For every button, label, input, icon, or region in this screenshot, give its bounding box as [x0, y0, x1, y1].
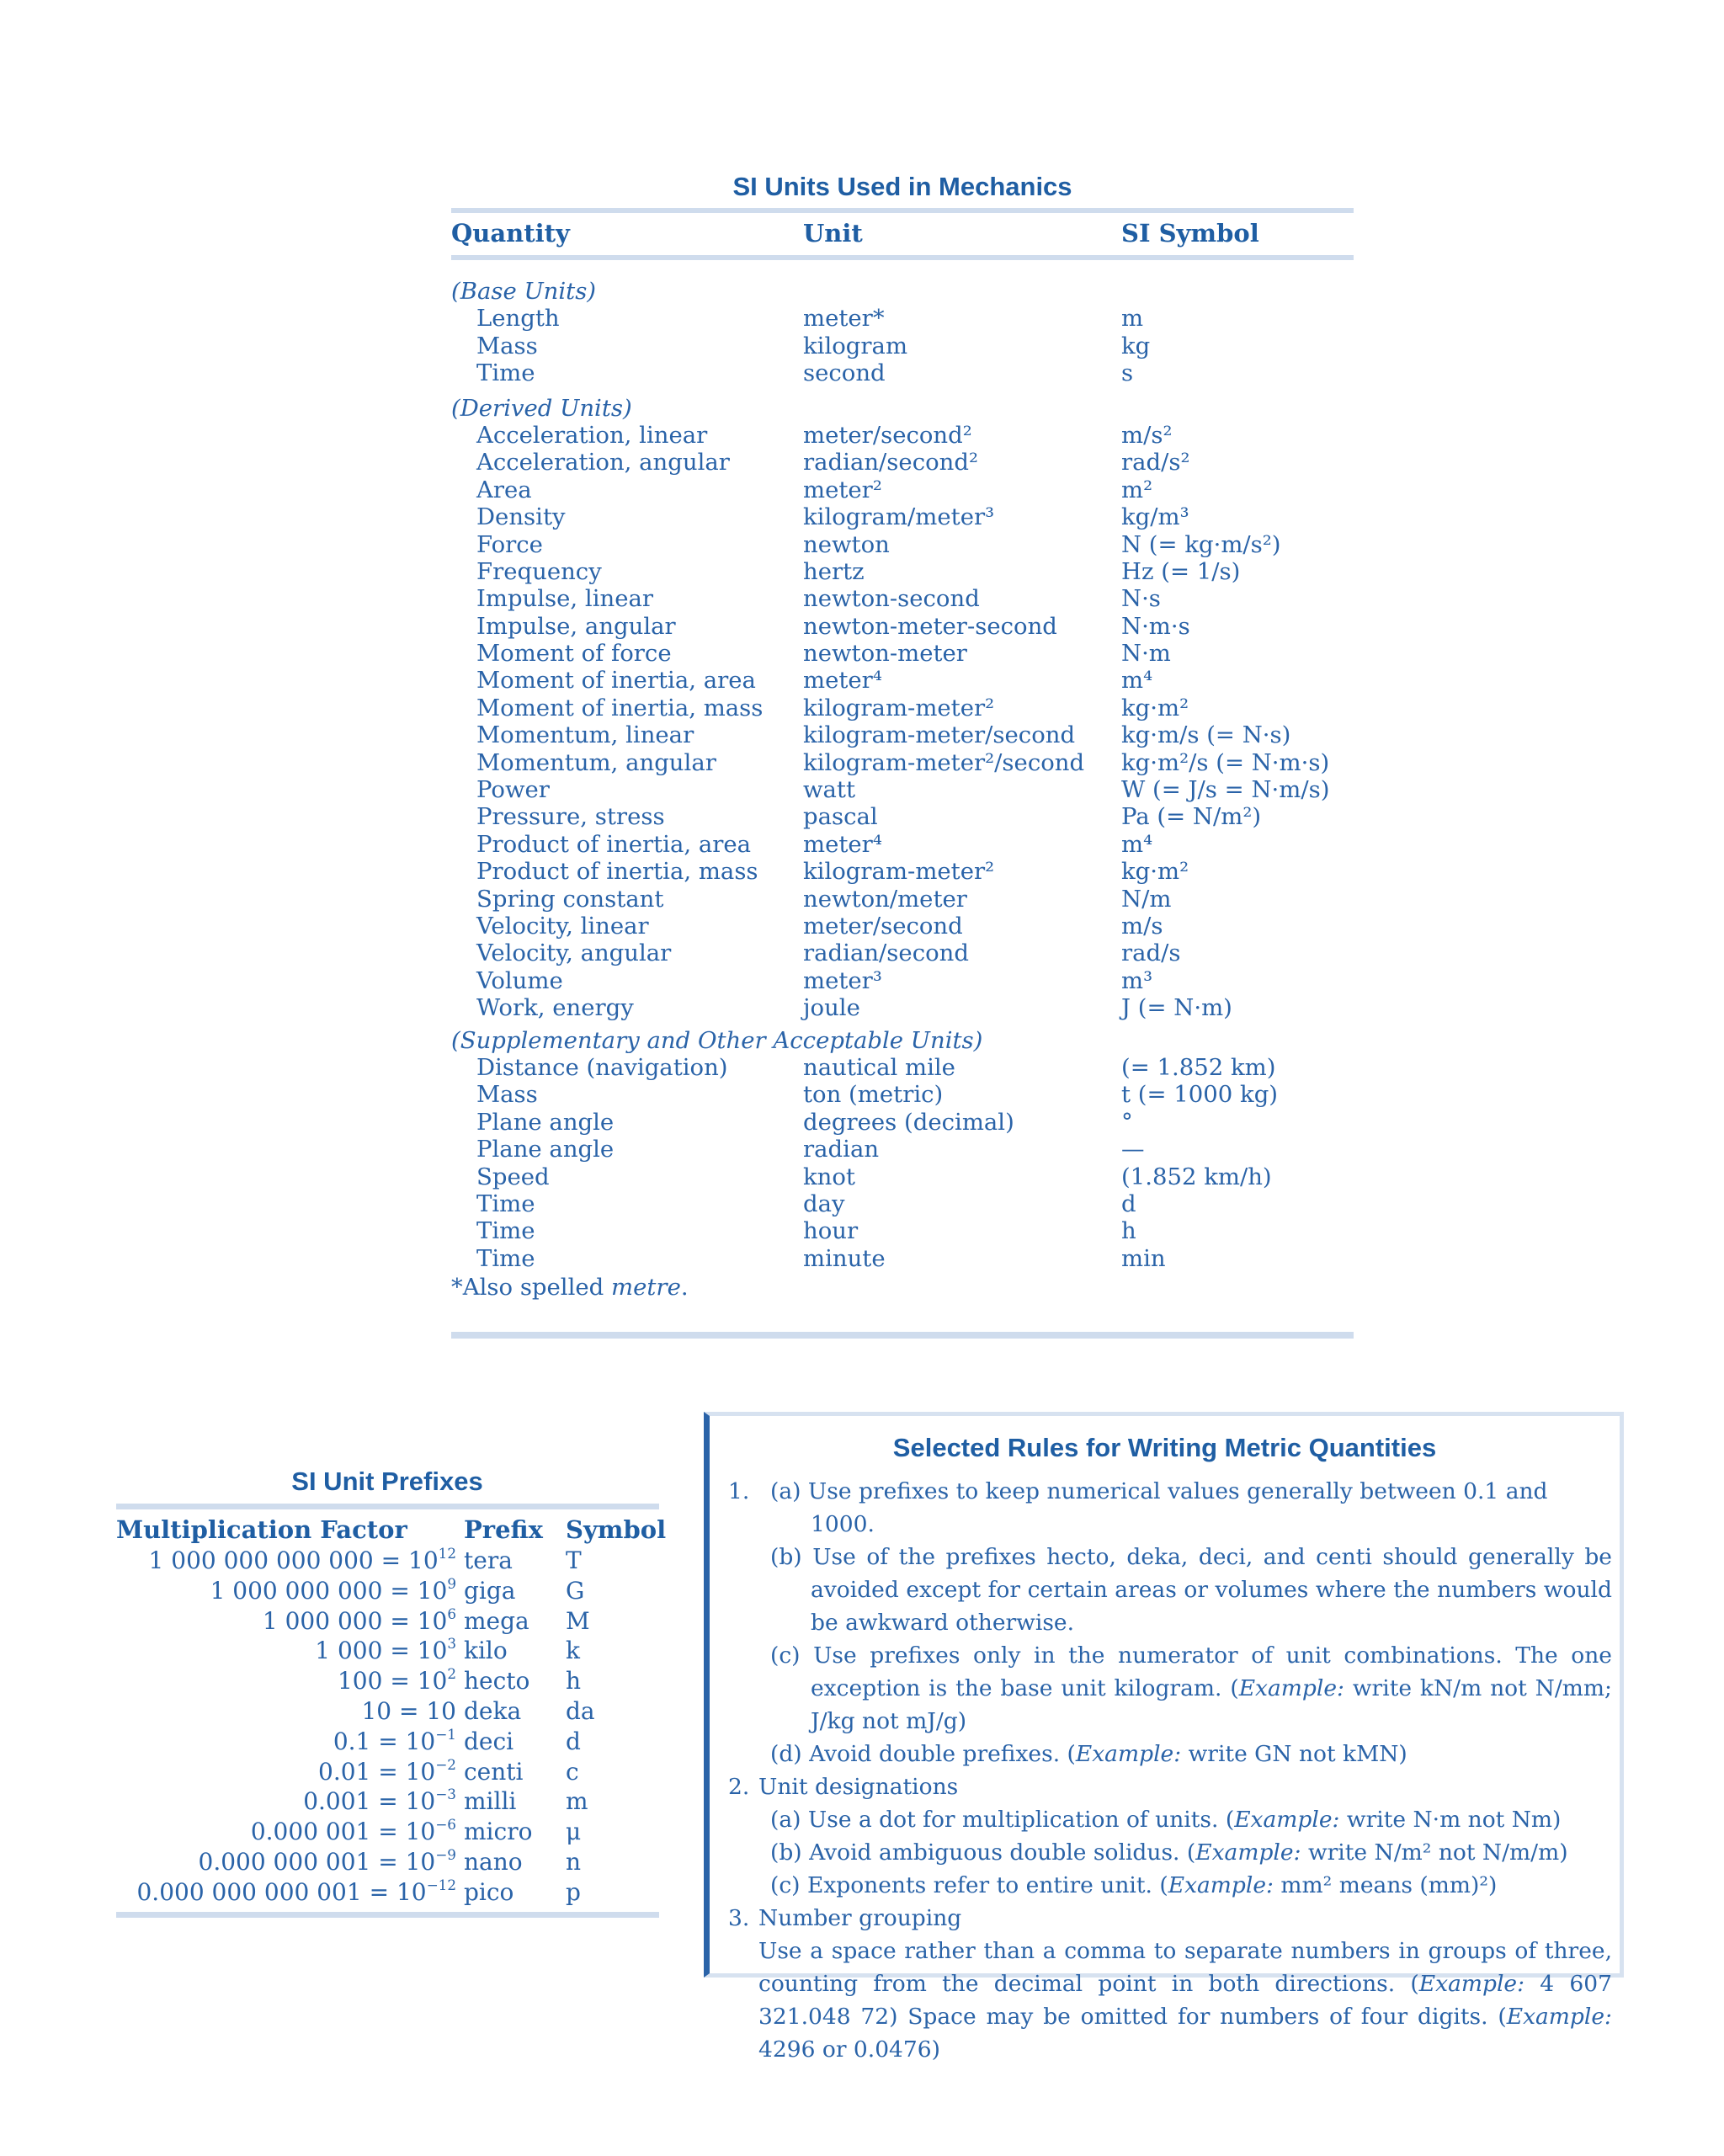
table-row — [116, 1817, 663, 1847]
table-row — [451, 333, 1354, 359]
factor-equals-ten: = 10 — [382, 1637, 448, 1665]
quantity-cell: Power — [476, 776, 550, 804]
factor-cell — [338, 1666, 456, 1696]
unit-cell: meter/second — [803, 912, 963, 940]
header-unit: Unit — [803, 219, 863, 248]
symbol-cell: (1.852 km/h) — [1121, 1163, 1272, 1190]
table-row — [116, 1847, 663, 1877]
factor-exponent: 6 — [447, 1605, 456, 1622]
factor-exponent: 3 — [447, 1635, 456, 1653]
prefix-cell: kilo — [464, 1637, 508, 1665]
prefix-cell: deci — [464, 1727, 514, 1755]
factor-number: 1 000 000 000 000 — [148, 1546, 374, 1574]
factor-cell — [149, 1546, 456, 1576]
table-row — [451, 803, 1354, 830]
symbol-cell: m⁴ — [1121, 667, 1153, 695]
rule-2c-example: Example: — [1168, 1872, 1274, 1898]
factor-equals-ten: = 10 — [370, 1757, 436, 1786]
quantity-cell: Mass — [476, 332, 538, 359]
rule-2b — [728, 1836, 1612, 1869]
symbol-cell: k — [566, 1637, 580, 1665]
symbol-cell: W (= J/s = N·m/s) — [1121, 776, 1330, 804]
prefixes-top-rule — [116, 1504, 659, 1509]
rule-1c — [728, 1639, 1612, 1738]
factor-number: 0.01 — [318, 1757, 371, 1786]
factor-number: 10 — [361, 1696, 392, 1725]
table-row — [451, 640, 1354, 667]
mechanics-bottom-rule — [451, 1332, 1354, 1339]
rules-title: Selected Rules for Writing Metric Quantities — [892, 1433, 1437, 1462]
section-label-supplementary: (Supplementary and Other Acceptable Units) — [451, 1026, 983, 1054]
quantity-cell: Momentum, angular — [476, 748, 716, 776]
prefix-cell: hecto — [464, 1667, 530, 1696]
rule-1c-rest: write kN/m not N/mm; J/kg not mJ/g) — [811, 1675, 1612, 1734]
header-multiplication-factor: Multiplication Factor — [116, 1515, 407, 1544]
footnote-word: metre — [611, 1274, 681, 1301]
symbol-cell: Pa (= N/m²) — [1121, 803, 1262, 831]
table-row — [451, 886, 1354, 913]
supplementary-units-rows — [451, 1054, 1354, 1272]
rule-2b-rest: write N/m² not N/m/m) — [1301, 1839, 1568, 1866]
rule-1d-example: Example: — [1075, 1741, 1182, 1767]
symbol-cell: da — [566, 1696, 595, 1725]
unit-cell: newton/meter — [803, 885, 967, 913]
factor-exponent: 2 — [447, 1665, 456, 1683]
prefix-cell: milli — [464, 1787, 517, 1816]
factor-equals-ten: = 10 — [382, 1667, 448, 1696]
symbol-cell: m² — [1121, 476, 1153, 503]
symbol-cell: kg/m³ — [1121, 503, 1189, 531]
symbol-cell: n — [566, 1847, 582, 1876]
factor-cell — [210, 1576, 456, 1606]
rule-2a-example: Example: — [1234, 1807, 1340, 1833]
table-row — [451, 967, 1354, 994]
factor-cell — [251, 1817, 456, 1847]
factor-exponent: −6 — [435, 1816, 456, 1834]
factor-number: 1 000 000 000 — [210, 1576, 383, 1605]
factor-equals-ten: = 10 — [361, 1877, 427, 1906]
rule-2c-label: (c) — [770, 1872, 801, 1898]
symbol-cell: min — [1121, 1244, 1166, 1272]
table-row — [116, 1636, 663, 1666]
rule-3-text-2: 4 607 321.048 72) Space may be omitted for numbers of four digits. ( — [758, 1971, 1612, 2030]
symbol-cell: m/s — [1121, 912, 1163, 940]
unit-cell: meter* — [803, 305, 885, 333]
factor-exponent: −9 — [435, 1845, 456, 1863]
rule-3-number: 3. — [728, 1905, 750, 1931]
table-row — [451, 305, 1354, 332]
mechanics-table-body — [451, 278, 1354, 1272]
symbol-cell: d — [566, 1727, 581, 1755]
rule-2a-text: Use a dot for multiplication of units. ( — [807, 1807, 1235, 1833]
table-row — [451, 667, 1354, 694]
rule-3-example-1: Example: — [1418, 1971, 1525, 1997]
header-quantity: Quantity — [451, 219, 570, 248]
table-row — [116, 1546, 663, 1576]
table-row — [451, 1163, 1354, 1190]
unit-cell: kilogram-meter² — [803, 694, 995, 721]
rule-2a — [728, 1803, 1612, 1836]
unit-cell: hertz — [803, 557, 865, 585]
factor-exponent: −3 — [435, 1786, 456, 1803]
factor-number: 0.000 000 001 — [198, 1847, 371, 1876]
unit-cell: radian — [803, 1136, 880, 1163]
table-row — [451, 776, 1354, 803]
unit-cell: watt — [803, 776, 856, 804]
quantity-cell: Spring constant — [476, 885, 664, 913]
footnote-period: . — [680, 1274, 689, 1301]
mechanics-footnote — [451, 1274, 689, 1301]
rule-1b — [728, 1541, 1612, 1639]
quantity-cell: Time — [476, 1244, 535, 1272]
rule-1 — [728, 1475, 1612, 1541]
quantity-cell: Acceleration, linear — [476, 421, 708, 449]
symbol-cell: m³ — [1121, 966, 1153, 994]
quantity-cell: Mass — [476, 1081, 538, 1109]
rule-3-text-1: Use a space rather than a comma to separate numbers in groups of three, counting from the decimal point in both directions. ( — [758, 1938, 1612, 1997]
table-row — [451, 695, 1354, 721]
unit-cell: kilogram-meter²/second — [803, 748, 1085, 776]
table-row — [451, 1136, 1354, 1163]
rule-3-example-2: Example: — [1506, 2004, 1612, 2030]
quantity-cell: Work, energy — [476, 994, 634, 1022]
symbol-cell: m/s² — [1121, 421, 1173, 449]
prefix-cell: tera — [464, 1546, 513, 1574]
section-label-derived: (Derived Units) — [451, 394, 632, 422]
factor-number: 0.1 — [333, 1727, 371, 1755]
symbol-cell: J (= N·m) — [1121, 994, 1232, 1022]
quantity-cell: Length — [476, 305, 560, 333]
unit-cell: knot — [803, 1163, 855, 1190]
rule-3-text-3: 4296 or 0.0476) — [758, 2036, 940, 2063]
factor-equals-ten: = 10 — [373, 1546, 439, 1574]
prefix-cell: giga — [464, 1576, 516, 1605]
header-symbol: Symbol — [566, 1515, 667, 1544]
table-row — [451, 1054, 1354, 1081]
table-row — [451, 1217, 1354, 1244]
prefixes-bottom-rule — [116, 1912, 659, 1918]
prefix-cell: centi — [464, 1757, 524, 1786]
rule-2c-text: Exponents refer to entire unit. ( — [806, 1872, 1168, 1898]
unit-cell: kilogram/meter³ — [803, 503, 995, 531]
rule-2 — [728, 1770, 1612, 1803]
header-si-symbol: SI Symbol — [1121, 219, 1259, 248]
header-prefix: Prefix — [464, 1515, 543, 1544]
unit-cell: kilogram-meter/second — [803, 721, 1076, 749]
table-row — [451, 1190, 1354, 1217]
rule-2c — [728, 1869, 1612, 1902]
rule-2b-example: Example: — [1195, 1839, 1301, 1866]
rule-1d-text: Avoid double prefixes. ( — [809, 1741, 1076, 1767]
rule-1a — [758, 1475, 1612, 1541]
unit-cell: meter⁴ — [803, 830, 882, 858]
prefix-cell: pico — [464, 1877, 514, 1906]
table-row — [451, 831, 1354, 858]
table-row — [451, 585, 1354, 612]
quantity-cell: Time — [476, 359, 535, 387]
rule-3-title: Number grouping — [758, 1905, 962, 1931]
quantity-cell: Product of inertia, area — [476, 830, 752, 858]
prefix-cell: mega — [464, 1606, 529, 1635]
mechanics-table-header — [451, 219, 1354, 253]
symbol-cell: kg·m/s (= N·s) — [1121, 721, 1291, 749]
quantity-cell: Product of inertia, mass — [476, 858, 758, 886]
mechanics-top-rule — [451, 208, 1354, 213]
prefixes-table-header — [116, 1515, 667, 1549]
table-row — [116, 1757, 663, 1787]
rules-content — [728, 1475, 1612, 2066]
footnote-text: *Also spelled — [451, 1274, 612, 1301]
symbol-cell: kg — [1121, 332, 1151, 359]
table-row — [451, 913, 1354, 940]
unit-cell: nautical mile — [803, 1053, 955, 1081]
table-row — [451, 531, 1354, 558]
rule-2-number: 2. — [728, 1774, 750, 1800]
quantity-cell: Acceleration, angular — [476, 449, 730, 476]
table-row — [451, 558, 1354, 585]
unit-cell: ton (metric) — [803, 1081, 944, 1109]
factor-number: 100 — [337, 1667, 383, 1696]
rule-2b-text: Avoid ambiguous double solidus. ( — [809, 1839, 1196, 1866]
rule-1d — [728, 1738, 1612, 1770]
table-row — [451, 721, 1354, 748]
prefixes-table-title: SI Unit Prefixes — [291, 1467, 483, 1496]
prefix-cell: nano — [464, 1847, 523, 1876]
rule-3 — [728, 1902, 1612, 1935]
mechanics-header-rule — [451, 255, 1354, 260]
symbol-cell: m⁴ — [1121, 830, 1153, 858]
table-row — [116, 1606, 663, 1637]
factor-equals-ten: = 10 — [370, 1818, 436, 1846]
unit-cell: second — [803, 359, 886, 387]
rule-1-number: 1. — [728, 1478, 750, 1504]
unit-cell: newton-second — [803, 585, 980, 613]
rule-3-paragraph — [728, 1935, 1612, 2066]
factor-cell — [199, 1847, 457, 1877]
factor-cell — [303, 1786, 456, 1817]
quantity-cell: Moment of inertia, mass — [476, 694, 764, 721]
factor-number: 0.000 000 000 001 — [136, 1877, 362, 1906]
factor-cell — [136, 1877, 456, 1908]
quantity-cell: Time — [476, 1190, 535, 1217]
quantity-cell: Moment of force — [476, 640, 672, 668]
table-row — [116, 1576, 663, 1606]
table-row — [116, 1877, 663, 1908]
rule-2b-label: (b) — [770, 1839, 802, 1866]
rule-2c-rest: mm² means (mm)²) — [1274, 1872, 1498, 1898]
unit-cell: pascal — [803, 803, 878, 831]
factor-equals-ten: = 10 — [370, 1847, 436, 1876]
symbol-cell: m — [566, 1787, 588, 1816]
factor-exponent: −12 — [426, 1876, 456, 1893]
unit-cell: joule — [803, 994, 860, 1022]
factor-equals-ten: = 10 — [391, 1696, 456, 1725]
section-label-base: (Base Units) — [451, 278, 597, 305]
unit-cell: newton — [803, 530, 890, 558]
factor-cell — [318, 1757, 456, 1787]
rule-1a-text: Use prefixes to keep numerical values generally between 0.1 and 1000. — [807, 1478, 1548, 1537]
rule-2-title: Unit designations — [758, 1774, 959, 1800]
quantity-cell: Pressure, stress — [476, 803, 665, 831]
symbol-cell: t (= 1000 kg) — [1121, 1081, 1279, 1109]
table-row — [451, 1081, 1354, 1108]
derived-units-rows — [451, 422, 1354, 1022]
factor-cell — [333, 1727, 456, 1757]
symbol-cell: μ — [566, 1818, 582, 1846]
rule-1d-rest: write GN not kMN) — [1181, 1741, 1407, 1767]
table-row — [116, 1666, 663, 1696]
quantity-cell: Density — [476, 503, 566, 531]
quantity-cell: Plane angle — [476, 1108, 615, 1136]
factor-exponent: 9 — [447, 1574, 456, 1592]
quantity-cell: Plane angle — [476, 1136, 615, 1163]
rule-1c-example: Example: — [1238, 1675, 1344, 1701]
quantity-cell: Force — [476, 530, 543, 558]
table-row — [451, 1109, 1354, 1136]
factor-equals-ten: = 10 — [370, 1727, 436, 1755]
symbol-cell: rad/s — [1121, 940, 1181, 967]
quantity-cell: Impulse, angular — [476, 612, 676, 640]
table-row — [116, 1786, 663, 1817]
symbol-cell: — — [1121, 1136, 1145, 1163]
symbol-cell: kg·m² — [1121, 858, 1189, 886]
symbol-cell: h — [1121, 1217, 1136, 1245]
unit-cell: meter³ — [803, 966, 882, 994]
table-row — [116, 1696, 663, 1727]
factor-exponent: 12 — [438, 1545, 456, 1562]
rules-box — [704, 1412, 1624, 2063]
table-row — [116, 1727, 663, 1757]
table-row — [451, 503, 1354, 530]
mechanics-table-title: SI Units Used in Mechanics — [732, 172, 1072, 201]
table-row — [451, 613, 1354, 640]
symbol-cell: T — [566, 1546, 582, 1574]
rule-1c-text: Use prefixes only in the numerator of unit combinations. The one exception is the base unit kilogram. ( — [811, 1642, 1612, 1701]
quantity-cell: Area — [476, 476, 532, 503]
unit-cell: day — [803, 1190, 845, 1217]
quantity-cell: Velocity, linear — [476, 912, 649, 940]
symbol-cell: c — [566, 1757, 579, 1786]
symbol-cell: N·m — [1121, 640, 1171, 668]
symbol-cell: (= 1.852 km) — [1121, 1053, 1276, 1081]
factor-equals-ten: = 10 — [370, 1787, 436, 1816]
symbol-cell: d — [1121, 1190, 1136, 1217]
symbol-cell: ° — [1121, 1108, 1133, 1136]
factor-number: 0.001 — [303, 1787, 371, 1816]
rule-1a-label: (a) — [770, 1478, 801, 1504]
table-row — [451, 1245, 1354, 1272]
factor-cell — [361, 1696, 456, 1727]
symbol-cell: N (= kg·m/s²) — [1121, 530, 1281, 558]
quantity-cell: Momentum, linear — [476, 721, 694, 749]
symbol-cell: m — [1121, 305, 1144, 333]
symbol-cell: Hz (= 1/s) — [1121, 557, 1241, 585]
table-row — [451, 858, 1354, 885]
unit-cell: meter⁴ — [803, 667, 882, 695]
quantity-cell: Speed — [476, 1163, 550, 1190]
symbol-cell: kg·m²/s (= N·m·s) — [1121, 748, 1330, 776]
symbol-cell: N·s — [1121, 585, 1161, 613]
table-row — [451, 422, 1354, 449]
rule-1b-text: Use of the prefixes hecto, deka, deci, and centi should generally be avoided except for certain areas or volumes where the numbers would be awkward otherwise. — [811, 1544, 1612, 1636]
unit-cell: radian/second² — [803, 449, 978, 476]
quantity-cell: Distance (navigation) — [476, 1053, 728, 1081]
symbol-cell: M — [566, 1606, 590, 1635]
rule-2a-label: (a) — [770, 1807, 801, 1833]
factor-number: 1 000 000 — [262, 1606, 383, 1635]
factor-number: 1 000 — [315, 1637, 383, 1665]
unit-cell: degrees (decimal) — [803, 1108, 1014, 1136]
unit-cell: kilogram — [803, 332, 908, 359]
factor-equals-ten: = 10 — [382, 1576, 448, 1605]
table-row — [451, 749, 1354, 776]
unit-cell: newton-meter-second — [803, 612, 1057, 640]
quantity-cell: Velocity, angular — [476, 940, 672, 967]
symbol-cell: p — [566, 1877, 581, 1906]
factor-cell — [263, 1606, 456, 1637]
factor-exponent: −1 — [435, 1725, 456, 1743]
rule-1c-label: (c) — [770, 1642, 801, 1669]
table-row — [451, 449, 1354, 476]
table-row — [451, 994, 1354, 1021]
unit-cell: minute — [803, 1244, 886, 1272]
factor-number: 0.000 001 — [250, 1818, 371, 1846]
factor-exponent: −2 — [435, 1755, 456, 1773]
prefix-cell: micro — [464, 1818, 533, 1846]
rule-2a-rest: write N·m not Nm) — [1339, 1807, 1562, 1833]
rule-1d-label: (d) — [770, 1741, 802, 1767]
quantity-cell: Volume — [476, 966, 563, 994]
unit-cell: kilogram-meter² — [803, 858, 995, 886]
symbol-cell: h — [566, 1667, 582, 1696]
unit-cell: newton-meter — [803, 640, 967, 668]
quantity-cell: Time — [476, 1217, 535, 1245]
table-row — [451, 940, 1354, 966]
symbol-cell: kg·m² — [1121, 694, 1189, 721]
symbol-cell: N/m — [1121, 885, 1172, 913]
unit-cell: radian/second — [803, 940, 969, 967]
table-row — [451, 476, 1354, 503]
quantity-cell: Moment of inertia, area — [476, 667, 756, 695]
unit-cell: meter/second² — [803, 421, 972, 449]
symbol-cell: rad/s² — [1121, 449, 1190, 476]
rule-1b-label: (b) — [770, 1544, 802, 1570]
symbol-cell: s — [1121, 359, 1134, 387]
symbol-cell: N·m·s — [1121, 612, 1190, 640]
quantity-cell: Frequency — [476, 557, 602, 585]
factor-cell — [315, 1636, 456, 1666]
factor-equals-ten: = 10 — [382, 1606, 448, 1635]
prefix-cell: deka — [464, 1696, 522, 1725]
unit-cell: hour — [803, 1217, 859, 1245]
quantity-cell: Impulse, linear — [476, 585, 654, 613]
symbol-cell: G — [566, 1576, 585, 1605]
table-row — [451, 359, 1354, 386]
prefixes-table-body — [116, 1546, 663, 1908]
unit-cell: meter² — [803, 476, 882, 503]
base-units-rows — [451, 305, 1354, 386]
